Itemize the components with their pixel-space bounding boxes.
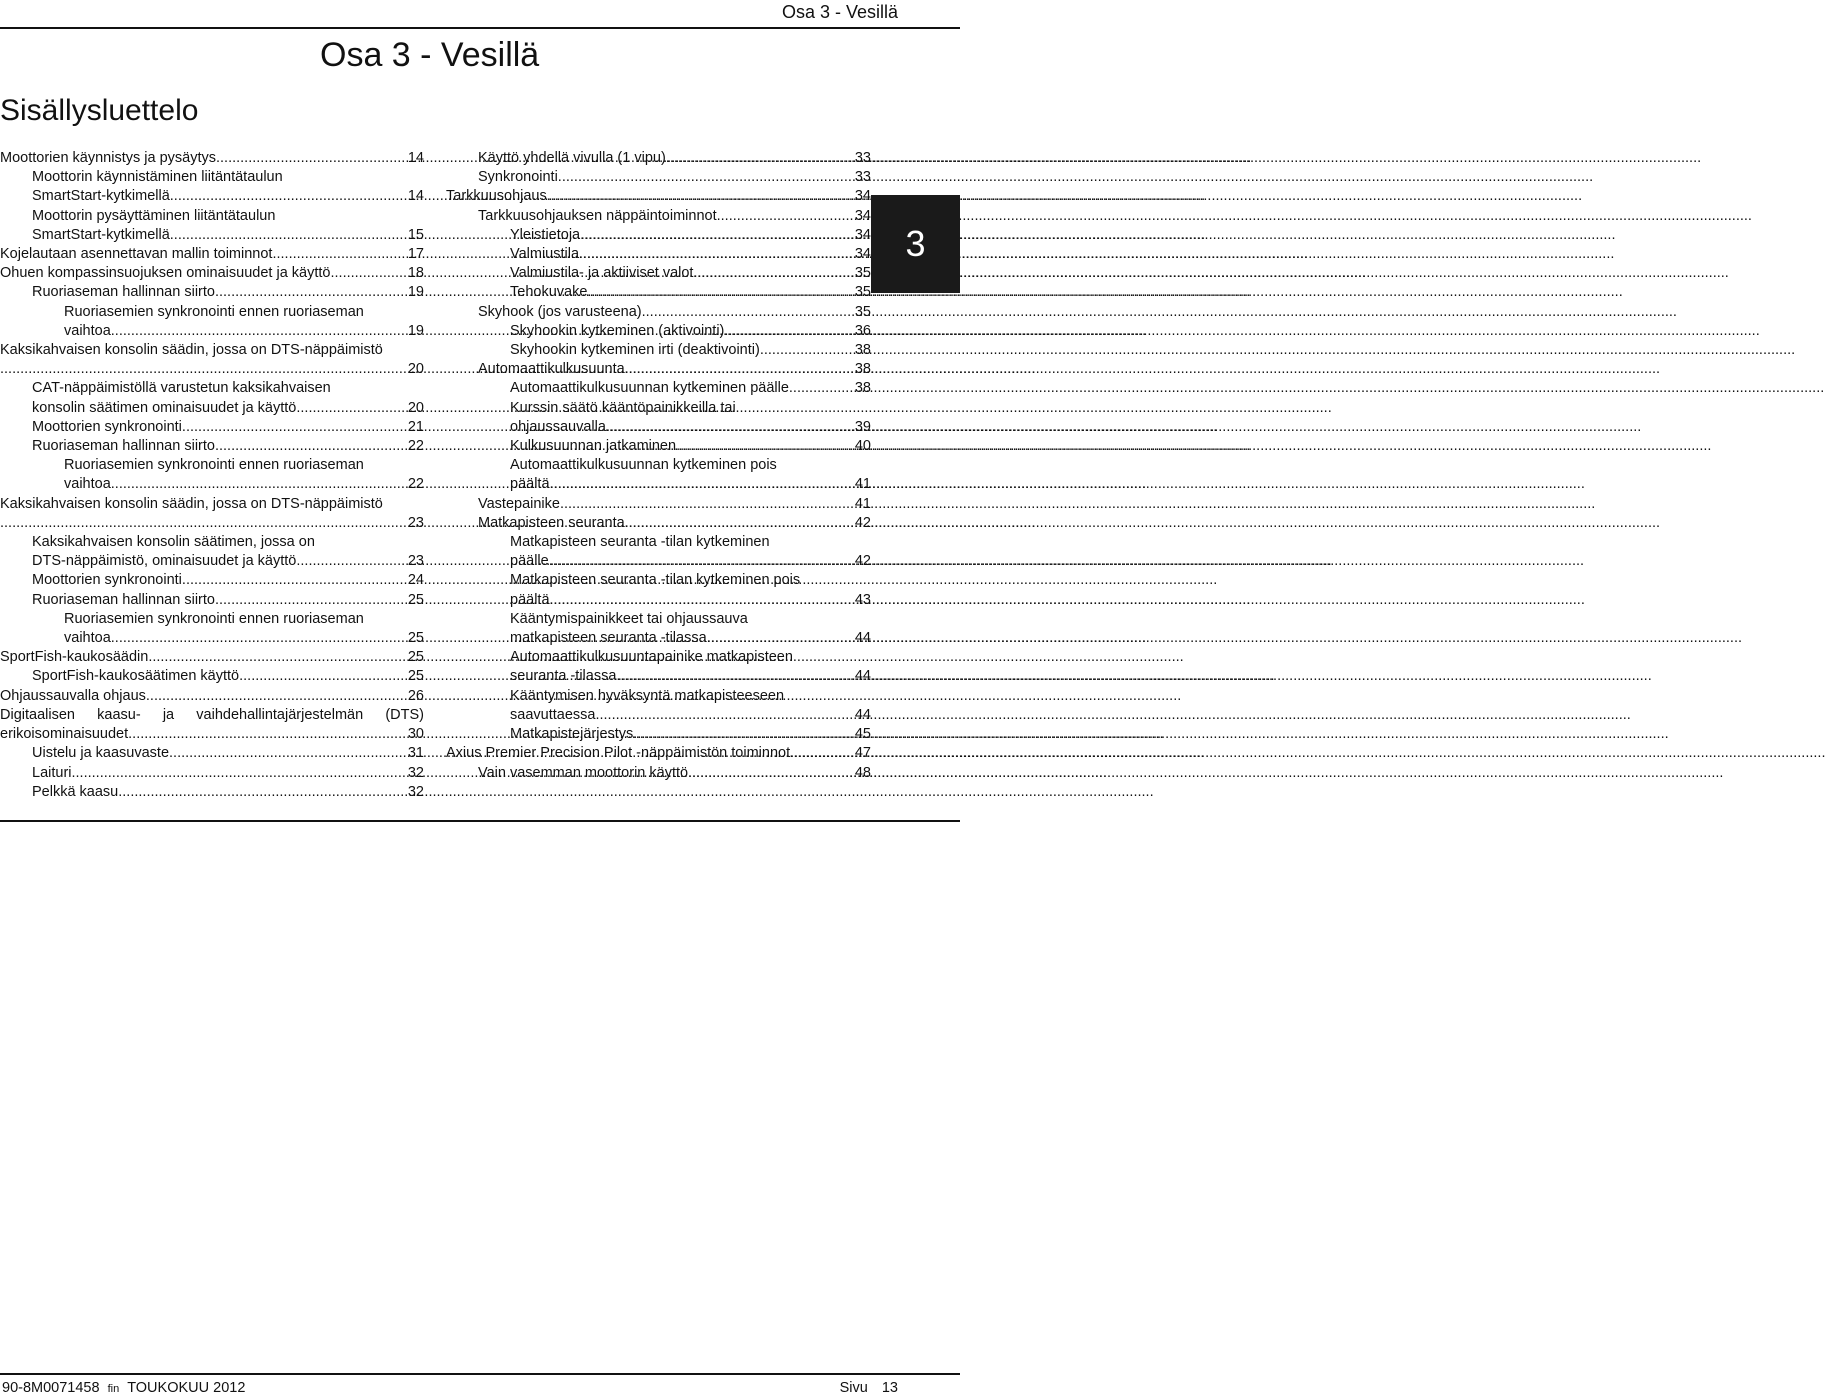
toc-entry[interactable]: vaihtoa ..... 25 [0,629,424,648]
part-title: Osa 3 - Vesillä [320,36,540,74]
toc-entry[interactable]: Moottorien synkronointi ..... 21 [0,418,424,437]
toc-entry[interactable]: Vain vasemman moottorin käyttö ..... 48 [446,764,871,783]
toc-entry[interactable]: Automaattikulkusuunnan kytkeminen päälle ..... 38 [446,379,871,398]
footer-page [840,1379,898,1397]
toc-entry[interactable]: Valmiustila- ja aktiiviset valot ..... 35 [446,264,871,283]
toc-entry[interactable]: Kääntymispainikkeet tai ohjaussauva [510,610,748,627]
toc-entry[interactable]: Laituri ..... 32 [0,764,424,783]
toc-entry[interactable]: DTS-näppäimistö, ominaisuudet ja käyttö ..... 23 [0,552,424,571]
toc-entry[interactable]: päältä ..... 43 [446,591,871,610]
toc-entry[interactable]: SmartStart-kytkimellä ..... 14 [0,187,424,206]
toc-entry[interactable]: Moottorien synkronointi ..... 24 [0,571,424,590]
section-tab: 3 [871,195,960,293]
toc-entry[interactable]: SportFish-kaukosäädin ..... 25 [0,648,424,667]
toc-entry[interactable]: Axius Premier Precision Pilot -näppäimistön toiminnot ..... 47 [446,744,871,763]
toc-entry[interactable]: Tarkkuusohjaus ..... 34 [446,187,871,206]
page-label: Sivu [839,1380,868,1396]
toc-entry[interactable]: Matkapistejärjestys ..... 45 [446,725,871,744]
toc-entry[interactable]: Kulkusuunnan jatkaminen ..... 40 [446,437,871,456]
toc-entry[interactable]: Skyhookin kytkeminen irti (deaktivointi) ..... 38 [446,341,871,360]
toc-entry[interactable]: Ruoriaseman hallinnan siirto ..... 19 [0,283,424,302]
toc-entry[interactable]: Tehokuvake ..... 35 [446,283,871,302]
toc-entry[interactable]: Vastepainike ..... 41 [446,495,871,514]
toc-entry[interactable]: Ruoriaseman hallinnan siirto ..... 22 [0,437,424,456]
toc-left-column [0,149,424,802]
toc-entry[interactable]: Skyhook (jos varusteena) ..... 35 [446,303,871,322]
toc-entry[interactable]: Yleistietoja ..... 34 [446,226,871,245]
toc-entry[interactable]: Tarkkuusohjauksen näppäintoiminnot ..... 34 [446,207,871,226]
toc-entry[interactable]: Automaattikulkusuunnan kytkeminen pois [510,457,777,474]
toc-right-column [446,149,871,783]
toc-entry[interactable]: Kaksikahvaisen konsolin säädin, jossa on DTS-näppäimistö [0,342,383,359]
toc-entry[interactable]: Kojelautaan asennettavan mallin toiminnot ..... 17 [0,245,424,264]
toc-entry[interactable]: Ohjaussauvalla ohjaus ..... 26 [0,687,424,706]
toc-entry[interactable]: Ruoriaseman hallinnan siirto ..... 25 [0,591,424,610]
toc-entry[interactable]: Käyttö yhdellä vivulla (1 vipu) ..... 33 [446,149,871,168]
toc-entry[interactable]: Matkapisteen seuranta -tilan kytkeminen pois [510,572,801,589]
toc-entry[interactable]: CAT-näppäimistöllä varustetun kaksikahvaisen [32,380,331,397]
footer-rule [0,1373,960,1375]
toc-entry[interactable]: vaihtoa ..... 19 [0,322,424,341]
toc-entry[interactable]: SmartStart-kytkimellä ..... 15 [0,226,424,245]
toc-entry[interactable]: Synkronointi ..... 33 [446,168,871,187]
content-end-rule [0,820,960,822]
toc-entry[interactable]: Matkapisteen seuranta ..... 42 [446,514,871,533]
toc-entry[interactable]: Moottorin pysäyttäminen liitäntätaulun [32,207,276,224]
header-rule [0,27,960,29]
toc-entry[interactable]: Matkapisteen seuranta -tilan kytkeminen [510,534,770,551]
toc-entry[interactable]: Valmiustila ..... 34 [446,245,871,264]
toc-entry[interactable]: saavuttaessa ..... 44 [446,706,871,725]
toc-entry[interactable]: erikoisominaisuudet ..... 30 [0,725,424,744]
toc-entry[interactable]: Uistelu ja kaasuvaste ..... 31 [0,744,424,763]
toc-entry[interactable]: Kurssin säätö kääntöpainikkeilla tai [510,399,736,416]
toc-entry[interactable]: päältä ..... 41 [446,475,871,494]
toc-entry[interactable]: Automaattikulkusuuntapainike matkapisteen [510,649,793,666]
toc-entry[interactable]: Ruoriasemien synkronointi ennen ruoriaseman [64,610,364,627]
toc-entry[interactable]: Kaksikahvaisen konsolin säädin, jossa on DTS-näppäimistö [0,495,383,512]
language-code: fin [107,1383,120,1395]
toc-entry[interactable]: Automaattikulkusuunta ..... 38 [446,360,871,379]
doc-date: TOUKOKUU 2012 [127,1380,246,1396]
footer-doc-info [2,1379,245,1398]
toc-entry[interactable]: Moottorin käynnistäminen liitäntätaulun [32,169,283,186]
toc-entry[interactable]: ..... 23 [0,514,424,533]
running-header: Osa 3 - Vesillä [781,2,898,22]
toc-entry[interactable]: Skyhookin kytkeminen (aktivointi) ..... 36 [446,322,871,341]
toc-entry[interactable]: Moottorien käynnistys ja pysäytys ..... 14 [0,149,424,168]
toc-entry[interactable]: Ruoriasemien synkronointi ennen ruoriaseman [64,457,364,474]
toc-entry[interactable]: Digitaalisen kaasu- ja vaihdehallintajärjestelmän (DTS) [0,706,424,723]
page-number: 13 [881,1380,898,1396]
toc-entry[interactable]: konsolin säätimen ominaisuudet ja käyttö ..... 20 [0,399,424,418]
toc-entry[interactable]: Kääntymisen hyväksyntä matkapisteeseen [510,687,785,704]
toc-entry[interactable]: Pelkkä kaasu ..... 32 [0,783,424,802]
toc-entry[interactable]: vaihtoa ..... 22 [0,475,424,494]
toc-entry[interactable]: ohjaussauvalla ..... 39 [446,418,871,437]
toc-entry[interactable]: SportFish-kaukosäätimen käyttö ..... 25 [0,667,424,686]
toc-entry[interactable]: Ohuen kompassinsuojuksen ominaisuudet ja käyttö ..... 18 [0,264,424,283]
toc-entry[interactable]: Kaksikahvaisen konsolin säätimen, jossa on [32,534,315,551]
toc-entry[interactable]: Ruoriasemien synkronointi ennen ruoriaseman [64,303,364,320]
toc-title: Sisällysluettelo [0,94,199,127]
toc-entry[interactable]: päälle ..... 42 [446,552,871,571]
toc-entry[interactable]: matkapisteen seuranta -tilassa ..... 44 [446,629,871,648]
toc-entry[interactable]: ..... 20 [0,360,424,379]
toc-entry[interactable]: seuranta -tilassa ..... 44 [446,667,871,686]
doc-number: 90-8M0071458 [2,1380,100,1396]
